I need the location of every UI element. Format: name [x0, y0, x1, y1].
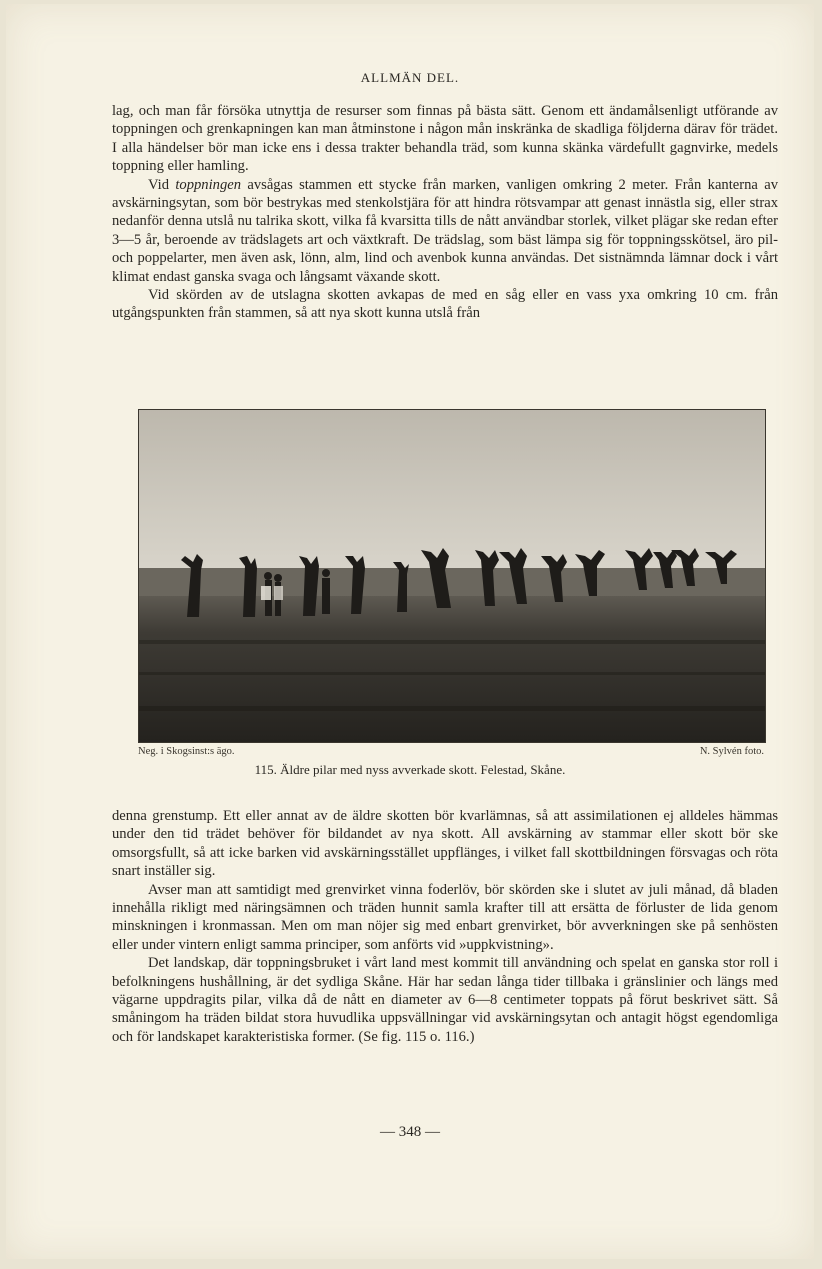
- body-text-bottom: [112, 807, 778, 1046]
- paragraph: [112, 176, 778, 286]
- paragraph: denna grenstump. Ett eller annat av de äldre skotten bör kvarlämnas, så att assimilationen ej alldeles hämmas under den tid trädet behöver för bildandet av nya skott. All avskärning av stammar eller skott bör ske omsorgsfullt, så att icke barken vid avskärningsstället uppflänges, i vilket fall skottbildningen försvagas och röta snart inställer sig.: [112, 808, 778, 880]
- body-text-top: [112, 102, 778, 323]
- paragraph: lag, och man får försöka utnyttja de resurser som finnas på bästa sätt. Genom ett ändamålsenligt utförande av toppningen och grenkapningen kan man åtminstone i någon mån inskränka de skadliga följderna därav för trädet. I alla händelser bör man icke ens i dessa trakter behandla träd, som kunna skänka värdefullt gagnvirke, medels toppning eller hamling.: [112, 103, 778, 175]
- page-number: — 348 —: [380, 1124, 440, 1140]
- running-head: ALLMÄN DEL.: [360, 70, 460, 85]
- photo-credit-right: N. Sylvén foto.: [699, 746, 764, 757]
- figure-photograph: [138, 409, 766, 743]
- paragraph-lead: Vid: [148, 176, 176, 193]
- figure-caption: 115. Äldre pilar med nyss avverkade skott. Felestad, Skåne.: [254, 762, 566, 777]
- photo-credit-left: Neg. i Skogsinst:s ägo.: [138, 746, 235, 757]
- italic-term: toppningen: [175, 176, 242, 193]
- paragraph: Det landskap, där toppningsbruket i vårt land mest kommit till användning och spelat en ganska stor roll i befolkningens hushållning, är det sydliga Skåne. Här har sedan långa tider tillbaka i gränslinier och längs med vägarne uppdragits pilar, vilka då de nått en diameter av 6—8 centimeter toppats på förut beskrivet sätt. Så småningom ha träden bildat stora huvudlika uppsvällningar vid avskärningsytan och antagit högst egendomliga och för landskapet karakteristiska former. (Se fig. 115 o. 116.): [112, 955, 778, 1045]
- photo-pollarded-willows: [139, 410, 765, 742]
- paragraph: Avser man att samtidigt med grenvirket vinna foderlöv, bör skörden ske i slutet av juli månad, då bladen innehålla rikligt med näringsämnen och träden hunnit samla krafter till att ersätta de förluster de lida genom minskningen i kronmassan. Men om man nöjer sig med enbart grenvirket, bör avverkningen ske på senhösten eller under vintern enligt samma principer, som anförts vid »uppkvistning».: [112, 881, 778, 953]
- book-page: [6, 4, 814, 1259]
- paragraph-rest: avsågas stammen ett stycke från marken, vanligen omkring 2 meter. Från kanterna av avskärningsytan, som bör bestrykas med stenkolstjära för att hindra rötsvampar att genast innästla sig, eller strax nedanför denna utslå nu talrika skott, vilka få kvarsitta tills de nått användbar storlek, vilket plägar ske redan efter 3—5 år, beroende av trädslagets art och växtkraft. De trädslag, som bäst lämpa sig för toppningsskötsel, äro pil- och poppelarter, men även ask, lönn, alm, lind och avenbok kunna användas. Det sistnämnda lämnar dock i vårt klimat endast ganska svaga och långsamt växande skott.: [112, 176, 778, 285]
- paragraph: Vid skörden av de utslagna skotten avkapas de med en såg eller en vass yxa omkring 10 cm. från utgångspunkten från stammen, så att nya skott kunna utslå från: [112, 287, 778, 322]
